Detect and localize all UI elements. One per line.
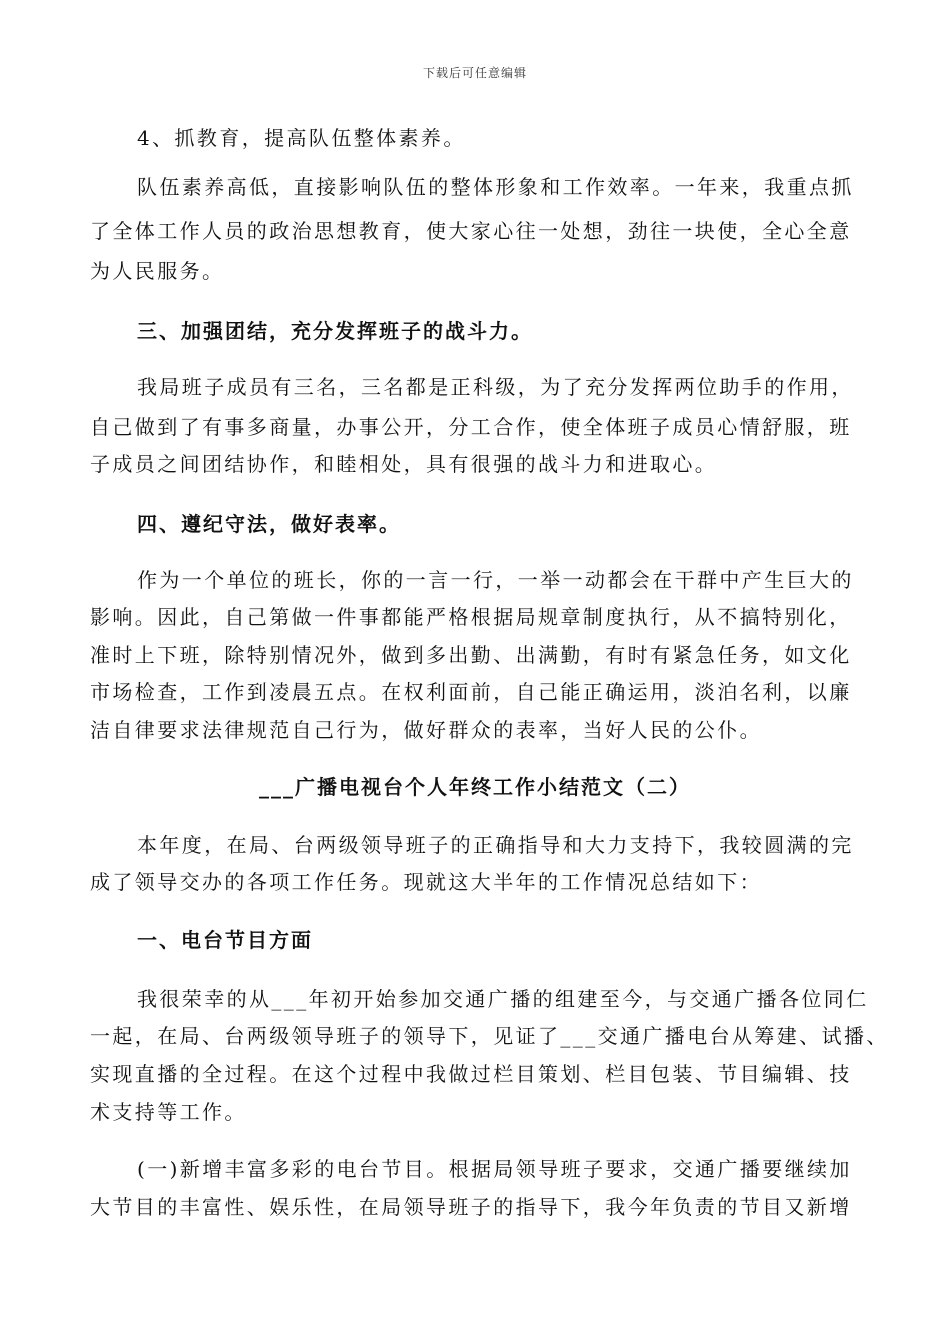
paragraph-line: 准时上下班，除特别情况外，做到多出勤、出满勤，有时有紧急任务，如文化: [90, 643, 852, 667]
paragraph-line: 为人民服务。: [90, 259, 225, 283]
paragraph-line: 术支持等工作。: [90, 1100, 247, 1124]
paragraph-line: 影响。因此，自己第做一件事都能严格根据局规章制度执行，从不搞特别化，: [90, 605, 852, 629]
section-heading-3: 三、加强团结，充分发挥班子的战斗力。: [137, 319, 533, 343]
paragraph-line: 一起，在局、台两级领导班子的领导下，见证了___交通广播电台从筹建、试播、: [90, 1024, 889, 1048]
article-title: ___广播电视台个人年终工作小结范文（二）: [259, 775, 691, 799]
header-note: 下载后可任意编辑: [422, 66, 527, 80]
paragraph-line: 自己做到了有事多商量，办事公开，分工合作，使全体班子成员心情舒服，班: [90, 415, 852, 439]
paragraph-line: 作为一个单位的班长，你的一言一行，一举一动都会在干群中产生巨大的: [137, 568, 854, 592]
paragraph-line: 大节目的丰富性、娱乐性，在局领导班子的指导下，我今年负责的节目又新增: [90, 1195, 852, 1219]
paragraph-line: 我局班子成员有三名，三名都是正科级，为了充分发挥两位助手的作用，: [137, 375, 854, 399]
paragraph-line: 队伍素养高低，直接影响队伍的整体形象和工作效率。一年来，我重点抓: [137, 175, 854, 199]
paragraph-line: 子成员之间团结协作，和睦相处，具有很强的战斗力和进取心。: [90, 452, 718, 476]
paragraph-line: 本年度，在局、台两级领导班子的正确指导和大力支持下，我较圆满的完: [137, 833, 854, 857]
paragraph-line: 洁自律要求法律规范自己行为，做好群众的表率，当好人民的公仆。: [90, 718, 762, 742]
paragraph-line: 了全体工作人员的政治思想教育，使大家心往一处想，劲往一块使，全心全意: [90, 219, 852, 243]
paragraph-line: 成了领导交办的各项工作任务。现就这大半年的工作情况总结如下：: [90, 870, 762, 894]
section-heading-1: 一、电台节目方面: [137, 928, 313, 952]
paragraph-line: 实现直播的全过程。在这个过程中我做过栏目策划、栏目包装、节目编辑、技: [90, 1062, 852, 1086]
section-heading-4: 4、抓教育，提高队伍整体素养。: [137, 126, 466, 150]
paragraph-line: 我很荣幸的从___年初开始参加交通广播的组建至今，与交通广播各位同仁: [137, 987, 869, 1011]
paragraph-line: (一)新增丰富多彩的电台节目。根据局领导班子要求，交通广播要继续加: [137, 1157, 852, 1181]
section-heading-4-discipline: 四、遵纪守法，做好表率。: [137, 512, 401, 536]
paragraph-line: 市场检查，工作到凌晨五点。在权利面前，自己能正确运用，淡泊名利，以廉: [90, 680, 852, 704]
